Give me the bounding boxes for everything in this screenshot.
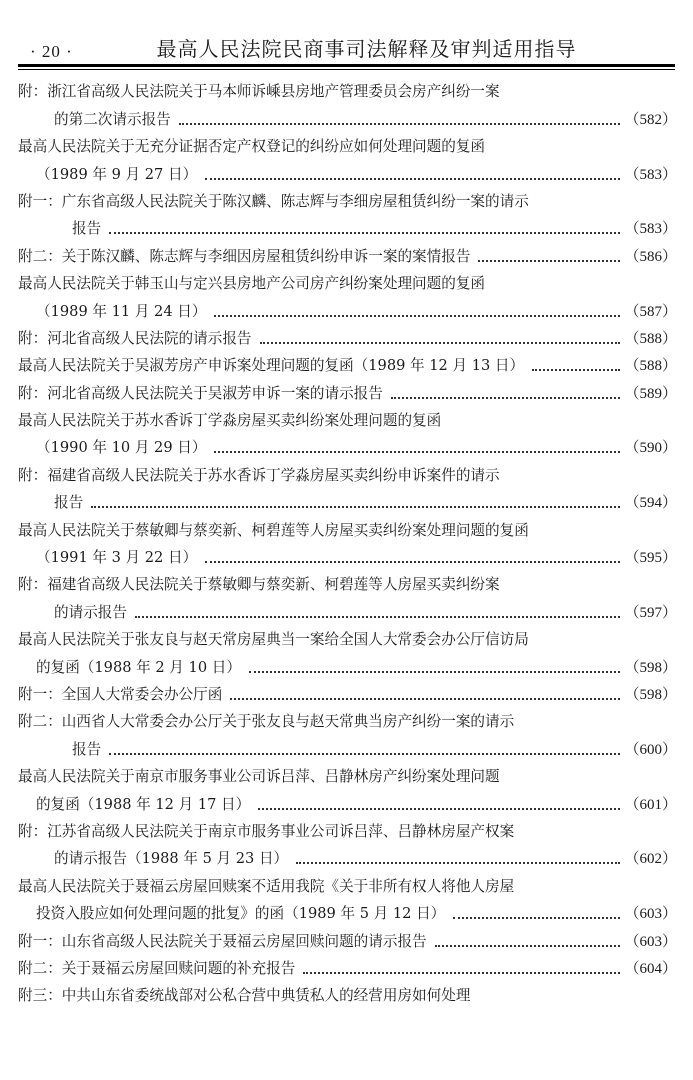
- toc-entry-line: [18, 188, 677, 215]
- dot-leader: [214, 315, 620, 317]
- toc-page-ref: （594）: [624, 495, 677, 512]
- toc-page-ref: （598）: [624, 686, 677, 703]
- header-rule-thick: [18, 64, 675, 67]
- toc-entry-title: 最高人民法院关于南京市服务事业公司诉吕萍、吕静林房产纠纷案处理问题: [18, 768, 500, 786]
- toc-entry-line: [18, 379, 677, 406]
- toc-entry-title: 附二：关于聂福云房屋回赎问题的补充报告: [18, 959, 296, 977]
- dot-leader: [109, 232, 620, 234]
- toc-entry-title: 附三：中共山东省委统战部对公私合营中典赁私人的经营用房如何处理: [18, 987, 471, 1005]
- toc-entry-title: 最高人民法院关于聂福云房屋回赎案不适用我院《关于非所有权人将他人房屋: [18, 877, 515, 895]
- toc-entry-line: [18, 325, 677, 352]
- toc-entry: [18, 516, 677, 571]
- toc-entry-line: [18, 133, 677, 160]
- toc-page-ref: （588）: [624, 358, 677, 375]
- toc-entry: [18, 955, 677, 982]
- toc-entry-line: [18, 900, 677, 927]
- dot-leader: [478, 260, 620, 262]
- dot-leader: [205, 561, 620, 563]
- toc-entry: [18, 133, 677, 188]
- toc-entry: [18, 407, 677, 462]
- toc-page-ref: （597）: [624, 604, 677, 621]
- toc-entry-line: [18, 845, 677, 872]
- toc-entry-line: [18, 927, 677, 954]
- toc-entry-line: [18, 598, 677, 625]
- toc-entry-line: [18, 489, 677, 516]
- toc-entry-title: 的请示报告: [54, 603, 127, 621]
- toc-entry-title: 附二：山西省人大常委会办公厅关于张友良与赵天常典当房产纠纷一案的请示: [18, 713, 515, 731]
- dot-leader: [435, 945, 621, 947]
- toc-entry-title: 的复函（1988 年 12 月 17 日）: [36, 795, 251, 813]
- toc-entry: [18, 818, 677, 873]
- toc-entry-title: 附：福建省高级人民法院关于蔡敏卿与蔡奕新、柯碧莲等人房屋买卖纠纷案: [18, 576, 500, 594]
- toc-page-ref: （604）: [624, 960, 677, 977]
- dot-leader: [258, 808, 620, 810]
- toc-entry: [18, 681, 677, 708]
- toc-page-ref: （595）: [624, 550, 677, 567]
- toc-entry-line: [18, 78, 677, 105]
- toc-page-ref: （590）: [624, 440, 677, 457]
- toc-entry-line: [18, 626, 677, 653]
- page-number: · 20 ·: [30, 42, 73, 61]
- toc-entry-title: 报告: [72, 740, 102, 758]
- dot-leader: [205, 178, 620, 180]
- toc-entry-title: （1989 年 11 月 24 日）: [36, 302, 207, 320]
- toc-entry-title: 的复函（1988 年 2 月 10 日）: [36, 658, 241, 676]
- toc-entry-title: 投资入股应如何处理问题的批复》的函（1989 年 5 月 12 日）: [36, 905, 446, 923]
- toc-entry: [18, 188, 677, 243]
- toc-entry-line: [18, 544, 677, 571]
- toc-page-ref: （601）: [624, 796, 677, 813]
- toc-entry-line: [18, 407, 677, 434]
- toc-entry: [18, 763, 677, 818]
- toc-entry-title: 附二：关于陈汉麟、陈志辉与李细因房屋租赁纠纷申诉一案的案情报告: [18, 247, 471, 265]
- toc-entry-line: [18, 270, 677, 297]
- toc-entry-line: [18, 105, 677, 132]
- dot-leader: [260, 342, 621, 344]
- toc-entry: [18, 379, 677, 406]
- toc-page-ref: （603）: [624, 933, 677, 950]
- toc-entry-title: 报告: [72, 220, 102, 238]
- toc-entry: [18, 270, 677, 325]
- toc-page-ref: （598）: [624, 659, 677, 676]
- toc-entry-line: [18, 516, 677, 543]
- toc-page-ref: （586）: [624, 248, 677, 265]
- dot-leader: [214, 451, 620, 453]
- toc-entry: [18, 325, 677, 352]
- dot-leader: [453, 917, 620, 919]
- dot-leader: [249, 671, 621, 673]
- toc-entry-title: 最高人民法院关于无充分证据否定产权登记的纠纷应如何处理问题的复函: [18, 138, 486, 156]
- toc-entry-title: （1991 年 3 月 22 日）: [36, 549, 198, 567]
- dot-leader: [391, 397, 621, 399]
- toc-entry-title: 附：浙江省高级人民法院关于马本师诉嵊县房地产管理委员会房产纠纷一案: [18, 83, 500, 101]
- toc-entry-title: 附：江苏省高级人民法院关于南京市服务事业公司诉吕萍、吕静林房屋产权案: [18, 822, 515, 840]
- toc-page-ref: （588）: [624, 330, 677, 347]
- toc-page-ref: （582）: [624, 111, 677, 128]
- toc-entry-line: [18, 352, 677, 379]
- toc-page-ref: （603）: [624, 906, 677, 923]
- table-of-contents: [18, 78, 677, 1009]
- toc-entry: [18, 78, 677, 133]
- toc-entry-line: [18, 681, 677, 708]
- toc-entry-line: [18, 872, 677, 899]
- toc-entry-line: [18, 982, 677, 1009]
- header-rule-thin: [18, 69, 675, 70]
- toc-entry-title: 报告: [54, 494, 84, 512]
- toc-entry: [18, 708, 677, 763]
- toc-entry-title: 最高人民法院关于蔡敏卿与蔡奕新、柯碧莲等人房屋买卖纠纷案处理问题的复函: [18, 521, 529, 539]
- toc-page-ref: （602）: [624, 851, 677, 868]
- toc-page-ref: （583）: [624, 221, 677, 238]
- toc-page-ref: （600）: [624, 741, 677, 758]
- toc-entry: [18, 352, 677, 379]
- toc-entry-title: 最高人民法院关于韩玉山与定兴县房地产公司房产纠纷案处理问题的复函: [18, 275, 486, 293]
- toc-entry: [18, 626, 677, 681]
- toc-entry-title: 附一：山东省高级人民法院关于聂福云房屋回赎问题的请示报告: [18, 932, 427, 950]
- toc-entry-title: 最高人民法院关于张友良与赵天常房屋典当一案给全国人大常委会办公厅信访局: [18, 631, 529, 649]
- dot-leader: [135, 616, 621, 618]
- toc-entry-line: [18, 571, 677, 598]
- toc-entry-line: [18, 215, 677, 242]
- toc-entry: [18, 872, 677, 927]
- dot-leader: [296, 862, 620, 864]
- running-title: 最高人民法院民商事司法解释及审判适用指导: [156, 37, 577, 61]
- toc-entry: [18, 242, 677, 269]
- toc-entry-title: 附：河北省高级人民法院的请示报告: [18, 329, 252, 347]
- toc-entry-title: 的请示报告（1988 年 5 月 23 日）: [54, 850, 289, 868]
- toc-entry-line: [18, 160, 677, 187]
- dot-leader: [532, 369, 620, 371]
- toc-entry: [18, 982, 677, 1009]
- toc-entry-title: （1989 年 9 月 27 日）: [36, 165, 198, 183]
- toc-entry-line: [18, 735, 677, 762]
- toc-entry-title: 的第二次请示报告: [54, 110, 171, 128]
- toc-page-ref: （587）: [624, 303, 677, 320]
- toc-entry: [18, 461, 677, 516]
- dot-leader: [179, 123, 621, 125]
- toc-entry-title: 最高人民法院关于苏水香诉丁学淼房屋买卖纠纷案处理问题的复函: [18, 412, 442, 430]
- toc-entry-line: [18, 708, 677, 735]
- toc-entry-title: 附一：广东省高级人民法院关于陈汉麟、陈志辉与李细房屋租赁纠纷一案的请示: [18, 192, 529, 210]
- toc-entry-title: 附：福建省高级人民法院关于苏水香诉丁学淼房屋买卖纠纷申诉案件的请示: [18, 466, 500, 484]
- dot-leader: [230, 698, 620, 700]
- toc-entry-title: 最高人民法院关于吴淑芳房产申诉案处理问题的复函（1989 年 12 月 13 日）: [18, 357, 525, 375]
- toc-entry: [18, 571, 677, 626]
- page-header: [18, 30, 675, 62]
- toc-entry-line: [18, 955, 677, 982]
- toc-entry-title: （1990 年 10 月 29 日）: [36, 439, 207, 457]
- toc-entry-line: [18, 763, 677, 790]
- toc-page-ref: （583）: [624, 166, 677, 183]
- toc-entry-title: 附一：全国人大常委会办公厅函: [18, 685, 223, 703]
- toc-entry-line: [18, 461, 677, 488]
- toc-entry-line: [18, 790, 677, 817]
- toc-entry-line: [18, 653, 677, 680]
- toc-entry-line: [18, 818, 677, 845]
- toc-entry-line: [18, 434, 677, 461]
- dot-leader: [109, 753, 620, 755]
- dot-leader: [303, 972, 620, 974]
- toc-entry-line: [18, 297, 677, 324]
- toc-entry-line: [18, 242, 677, 269]
- toc-entry: [18, 927, 677, 954]
- toc-page-ref: （589）: [624, 385, 677, 402]
- toc-entry-title: 附：河北省高级人民法院关于吴淑芳申诉一案的请示报告: [18, 384, 383, 402]
- dot-leader: [91, 506, 620, 508]
